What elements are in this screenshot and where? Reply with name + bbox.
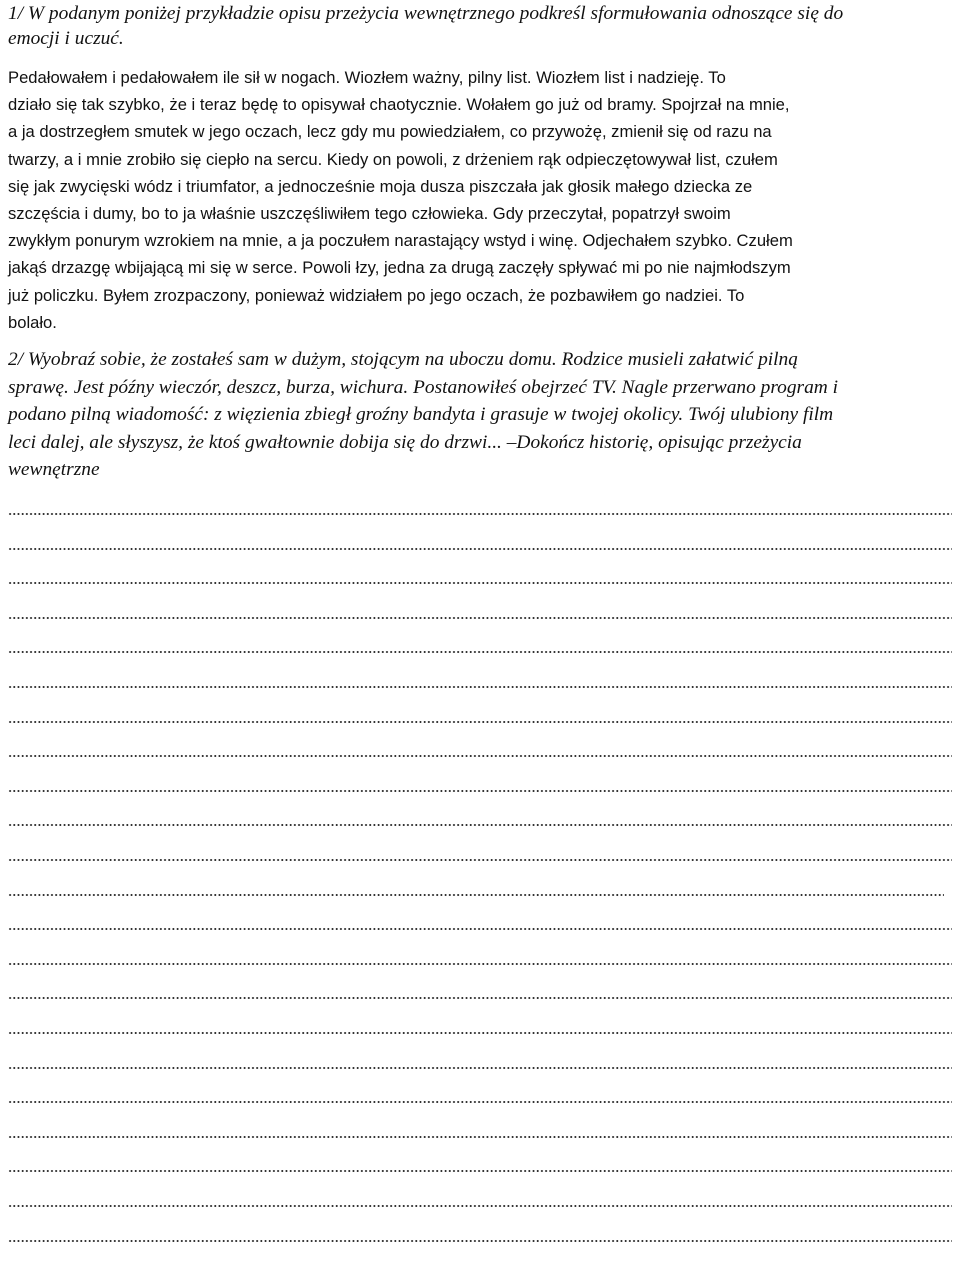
answer-dotted-line[interactable] — [8, 893, 944, 897]
answer-dotted-line[interactable] — [8, 1169, 952, 1173]
task-2-line: leci dalej, ale słyszysz, że ktoś gwałtownie dobija się do drzwi... –Dokończ historię, opisując przeżycia — [8, 431, 802, 453]
story-line — [8, 118, 954, 145]
answer-dotted-line[interactable] — [8, 1066, 952, 1070]
story-line — [8, 282, 954, 309]
story-line-text: zwykłym ponurym wzrokiem na mnie, a ja poczułem narastający wstyd i winę. Odjechałem szybko. Czułem — [8, 231, 793, 251]
story-line-text: a ja dostrzegłem smutek w jego oczach, lecz gdy mu powiedziałem, co przywożę, zmienił się od razu na — [8, 122, 772, 142]
story-line — [8, 309, 954, 336]
story-line — [8, 146, 954, 173]
story-line — [8, 227, 954, 254]
answer-dotted-line[interactable] — [8, 685, 952, 689]
story-line — [8, 200, 954, 227]
answer-dotted-line[interactable] — [8, 1204, 952, 1208]
task-2-instruction — [8, 346, 954, 484]
answer-dotted-line[interactable] — [8, 823, 952, 827]
answer-dotted-line[interactable] — [8, 547, 952, 551]
answer-dotted-line[interactable] — [8, 720, 952, 724]
answer-dotted-line[interactable] — [8, 1135, 952, 1139]
answer-dotted-line[interactable] — [8, 927, 952, 931]
answer-dotted-line[interactable] — [8, 581, 952, 585]
answer-dotted-line[interactable] — [8, 650, 952, 654]
story-line-text: się jak zwycięski wódz i triumfator, a jednocześnie moja dusza piszczała jak głosik małego dziecka ze — [8, 176, 753, 196]
answer-dotted-line[interactable] — [8, 616, 952, 620]
answer-dotted-line[interactable] — [8, 1100, 952, 1104]
story-line — [8, 91, 954, 118]
story-line-text: działo się tak szybko, że i teraz będę to opisywał chaotycznie. Wołałem go już od bramy. — [8, 95, 657, 115]
story-line-text: szczęścia i dumy, bo to ja właśnie uszczęśliwiłem tego człowieka. Gdy przeczytał, popatrzył swoim — [8, 204, 731, 224]
answer-dotted-line[interactable] — [8, 1031, 952, 1035]
story-line-text: jakąś drzazgę wbijającą mi się w serce. Powoli łzy, jedna za drugą zaczęły spływać mi po nie najmłodszym — [8, 258, 791, 278]
answer-dotted-line[interactable] — [8, 512, 952, 516]
story-line — [8, 254, 954, 281]
answer-dotted-line[interactable] — [8, 1239, 952, 1243]
story-line-text: twarzy, a i mnie zrobiło się ciepło na sercu. — [8, 149, 323, 169]
answer-dotted-line[interactable] — [8, 996, 952, 1000]
task-2-line: sprawę. Jest późny wieczór, deszcz, burza, wichura. Postanowiłeś obejrzeć TV. Nagle przerwano program i — [8, 376, 839, 398]
story-line-text: już policzku. Byłem zrozpaczony, ponieważ widziałem po jego oczach, że pozbawiłem go nadziei. To — [8, 285, 745, 305]
answer-dotted-line[interactable] — [8, 754, 952, 758]
task-2-line: podano pilną wiadomość: z więzienia zbiegł groźny bandyta i grasuje w twojej okolicy. Twój ulubiony film — [8, 404, 834, 426]
answer-dotted-line[interactable] — [8, 858, 952, 862]
answer-dotted-line[interactable] — [8, 962, 952, 966]
task-2-line: wewnętrzne — [8, 459, 100, 481]
story-line-text: Spojrzał na mnie, — [656, 95, 790, 115]
story-line-text: bolało. — [8, 312, 57, 332]
story-line-text: Kiedy on powoli, z drżeniem rąk odpieczętowywał list, czułem — [322, 149, 778, 169]
task-1-line-2: emocji i uczuć. — [8, 28, 124, 49]
answer-dotted-line[interactable] — [8, 789, 952, 793]
task-1-instruction — [8, 1, 954, 51]
story-line-text: Pedałowałem i pedałowałem ile sił w nogach. Wiozłem ważny, pilny list. Wiozłem list i nadzieję. To — [8, 68, 726, 87]
story-line — [8, 64, 954, 91]
task-1-line-1: 1/ W podanym poniżej przykładzie opisu przeżycia wewnętrznego podkreśl sformułowania odnoszące się do — [8, 3, 844, 24]
task-2-line: 2/ Wyobraź sobie, że zostałeś sam w dużym, stojącym na uboczu domu. Rodzice musieli załatwić pilną — [8, 349, 798, 370]
story-line — [8, 173, 954, 200]
story-text — [8, 64, 954, 336]
